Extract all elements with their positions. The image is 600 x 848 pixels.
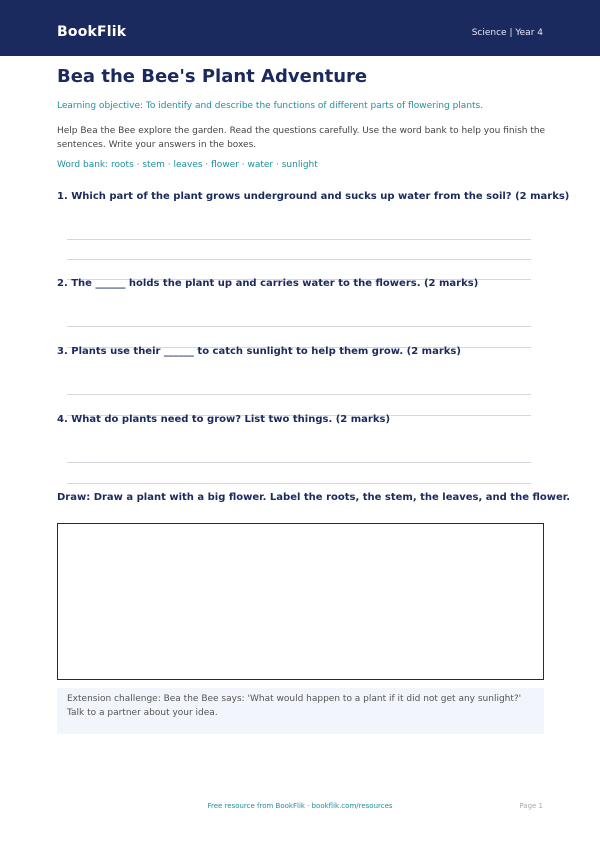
footer-link[interactable]: Free resource from BookFlik · bookflik.com/resources [207,802,393,810]
answer-line[interactable] [67,483,531,484]
learning-objective: Learning objective: To identify and describe the functions of different parts of flowering plants. [57,101,484,111]
drawing-prompt: Draw: Draw a plant with a big flower. Label the roots, the stem, the leaves, and the flower. [57,492,571,503]
brand-logo[interactable]: BookFlik [57,24,127,40]
question-3: 3. Plants use their ______ to catch sunlight to help them grow. (2 marks) [57,346,461,357]
header-bar [0,0,600,56]
question-1: 1. Which part of the plant grows underground and sucks up water from the soil? (2 marks) [57,191,570,202]
subject-year-label: Science | Year 4 [471,28,543,38]
word-bank: Word bank: roots · stem · leaves · flower · water · sunlight [57,160,318,170]
answer-line[interactable] [67,239,531,240]
question-2: 2. The ______ holds the plant up and carries water to the flowers. (2 marks) [57,278,479,289]
extension-challenge [57,688,544,734]
question-4: 4. What do plants need to grow? List two things. (2 marks) [57,414,391,425]
instructions-text: Help Bea the Bee explore the garden. Read the questions carefully. Use the word bank to help you finish the sentences. Write your answers in the boxes. [57,126,546,150]
extension-text: Extension challenge: Bea the Bee says: 'What would happen to a plant if it did not get any sunlight?' Talk to a partner about your idea. [67,694,522,718]
answer-line[interactable] [67,326,531,327]
answer-line[interactable] [67,462,531,463]
answer-line[interactable] [67,259,531,260]
answer-line[interactable] [67,394,531,395]
page-title: Bea the Bee's Plant Adventure [57,66,368,87]
page-number: Page 1 [519,802,543,810]
drawing-box[interactable] [57,523,544,680]
